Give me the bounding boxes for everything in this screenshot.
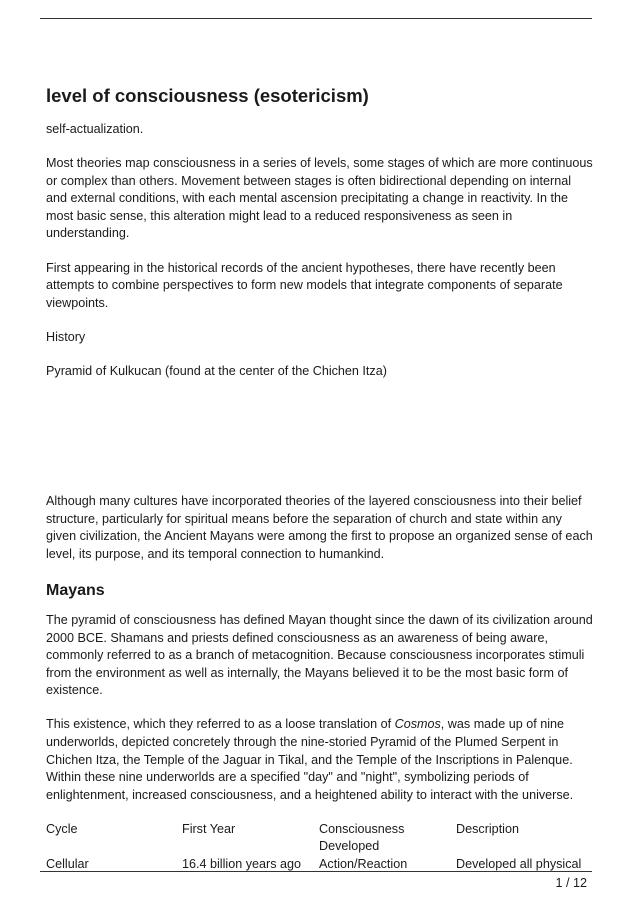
mayans-paragraph-2-end: , was made up of nine underworlds, depicted concretely through the nine-storied Pyramid of the Plumed Serpent in Chichen Itza, the Temple of the Jaguar in Tikal, and the Temple of the Inscriptions in Palenque. Within these nine underworlds are a specified "day" and "night", symbolizing periods of enlightenment, increased consciousness, and a heightened ability to interact with the universe. bbox=[46, 717, 574, 802]
table-header-consciousness-developed: Consciousness Developed bbox=[319, 821, 405, 854]
table-header-cycle: Cycle bbox=[46, 821, 78, 836]
section-heading-mayans: Mayans bbox=[46, 581, 105, 599]
table-cell-description: Developed all physical bbox=[456, 857, 582, 872]
mayans-paragraph-1: The pyramid of consciousness has defined Mayan thought since the dawn of its civilization around 2000 BCE. Shamans and priests defined consciousness as an awareness of being aware, commonly referred to as a branch of metacognition. Because consciousness incorporates stimuli from the environment as well as internally, the Mayans believed it to be the most basic form of existence. bbox=[46, 612, 593, 698]
image-placeholder bbox=[46, 397, 594, 493]
table-header-first-year: First Year bbox=[182, 821, 236, 836]
top-rule bbox=[40, 18, 592, 19]
bottom-rule bbox=[40, 871, 592, 872]
table-cell-consciousness: Action/Reaction bbox=[319, 857, 408, 872]
mayans-paragraph-2-start: This existence, which they referred to as a loose translation of bbox=[46, 717, 395, 732]
table-cell-cycle: Cellular bbox=[46, 857, 89, 872]
table-header-description: Description bbox=[456, 821, 519, 836]
table-cell-first-year: 16.4 billion years ago bbox=[182, 857, 302, 872]
cultures-paragraph: Although many cultures have incorporated theories of the layered consciousness into their belief structure, particularly for spiritual means before the separation of church and state within any given civilization, the Ancient Mayans were among the first to propose an organized sense of each level, its purpose, and its temporal connection to humankind. bbox=[46, 494, 593, 561]
document-title: level of consciousness (esotericism) bbox=[46, 85, 369, 106]
history-label: History bbox=[46, 329, 86, 344]
mayans-paragraph-2 bbox=[46, 716, 594, 804]
page-number: 1 / 12 bbox=[555, 876, 587, 890]
intro-paragraph-1: self-actualization. bbox=[46, 122, 144, 136]
cycle-table bbox=[46, 821, 594, 874]
intro-paragraph-3: First appearing in the historical records of the ancient hypotheses, there have recently been attempts to combine perspectives to form new models that integrate components of separate viewpoints. bbox=[46, 260, 563, 310]
document-body bbox=[46, 84, 594, 874]
intro-paragraph-2: Most theories map consciousness in a series of levels, some stages of which are more continuous or complex than others. Movement between stages is often bidirectional depending on internal and external conditions, with each mental ascension precipitating a change in reactivity. In the most basic sense, this alteration might lead to a reduced responsiveness as seen in understanding. bbox=[46, 156, 593, 241]
cosmos-term: Cosmos bbox=[394, 717, 441, 732]
image-caption: Pyramid of Kulkucan (found at the center of the Chichen Itza) bbox=[46, 363, 387, 378]
